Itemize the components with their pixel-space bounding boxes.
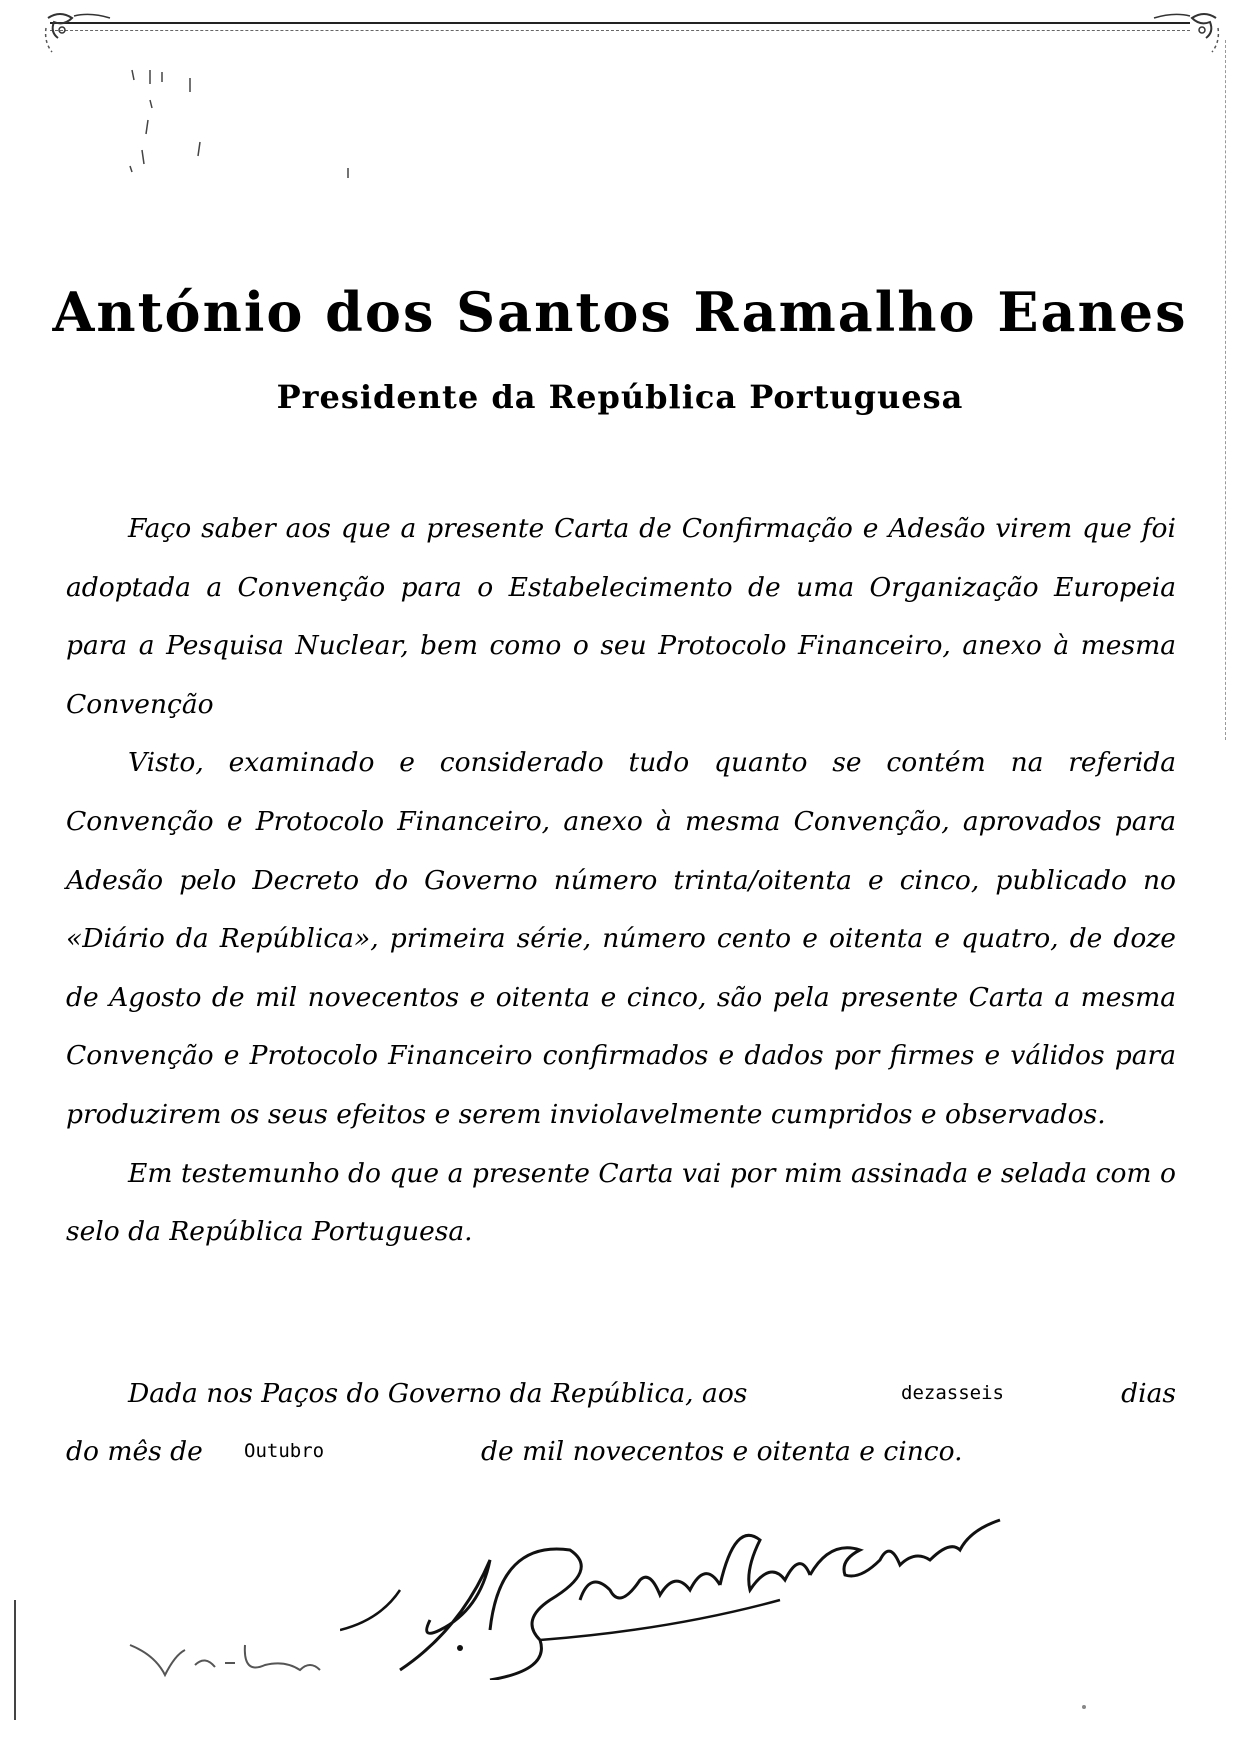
dating-line-2 (66, 1428, 1176, 1488)
dating-day-value: dezasseis (901, 1382, 1004, 1404)
body-paragraph-3: Em testemunho do que a presente Carta vai por mim assinada e selada com o selo da República Portuguesa. (66, 1157, 1176, 1248)
dating-prefix: Dada nos Paços do Governo da República, aos (128, 1378, 748, 1409)
left-border-line (14, 1600, 16, 1720)
document-body (66, 500, 1176, 1262)
dating-month-prefix: do mês de (66, 1436, 203, 1467)
document-subtitle: Presidente da República Portuguesa (276, 378, 964, 416)
countersignature-initials (125, 1625, 325, 1695)
dating-line-1 (66, 1370, 1176, 1430)
body-paragraph-1: Faço saber aos que a presente Carta de Confirmação e Adesão virem que foi adoptada a Convenção para o Estabelecimento de uma Organização Europeia para a Pesquisa Nuclear, bem como o seu Protocolo Financeiro, anexo à mesma Convenção (66, 513, 1176, 720)
corner-ornament-right (1144, 8, 1224, 68)
top-border-line (50, 22, 1190, 31)
dating-month-value: Outubro (244, 1440, 325, 1462)
page-speck (1082, 1705, 1086, 1709)
presidential-signature (340, 1480, 1100, 1680)
dating-days-word: dias (1121, 1378, 1176, 1409)
document-title: António dos Santos Ramalho Eanes (52, 280, 1188, 344)
punch-hole-marks (120, 60, 380, 200)
body-paragraph-2: Visto, examinado e considerado tudo quanto se contém na referida Convenção e Protocolo Financeiro, anexo à mesma Convenção, aprovados para Adesão pelo Decreto do Governo número trinta/oitenta e cinco, publicado no «Diário da República», primeira série, número cento e oitenta e quatro, de doze de Agosto de mil novecentos e oitenta e cinco, são pela presente Carta a mesma Convenção e Protocolo Financeiro confirmados e dados por firmes e válidos para produzirem os seus efeitos e serem inviolavelmente cumpridos e observados. (66, 747, 1176, 1130)
corner-ornament-left (40, 8, 120, 68)
dating-year-text: de mil novecentos e oitenta e cinco. (481, 1436, 963, 1467)
